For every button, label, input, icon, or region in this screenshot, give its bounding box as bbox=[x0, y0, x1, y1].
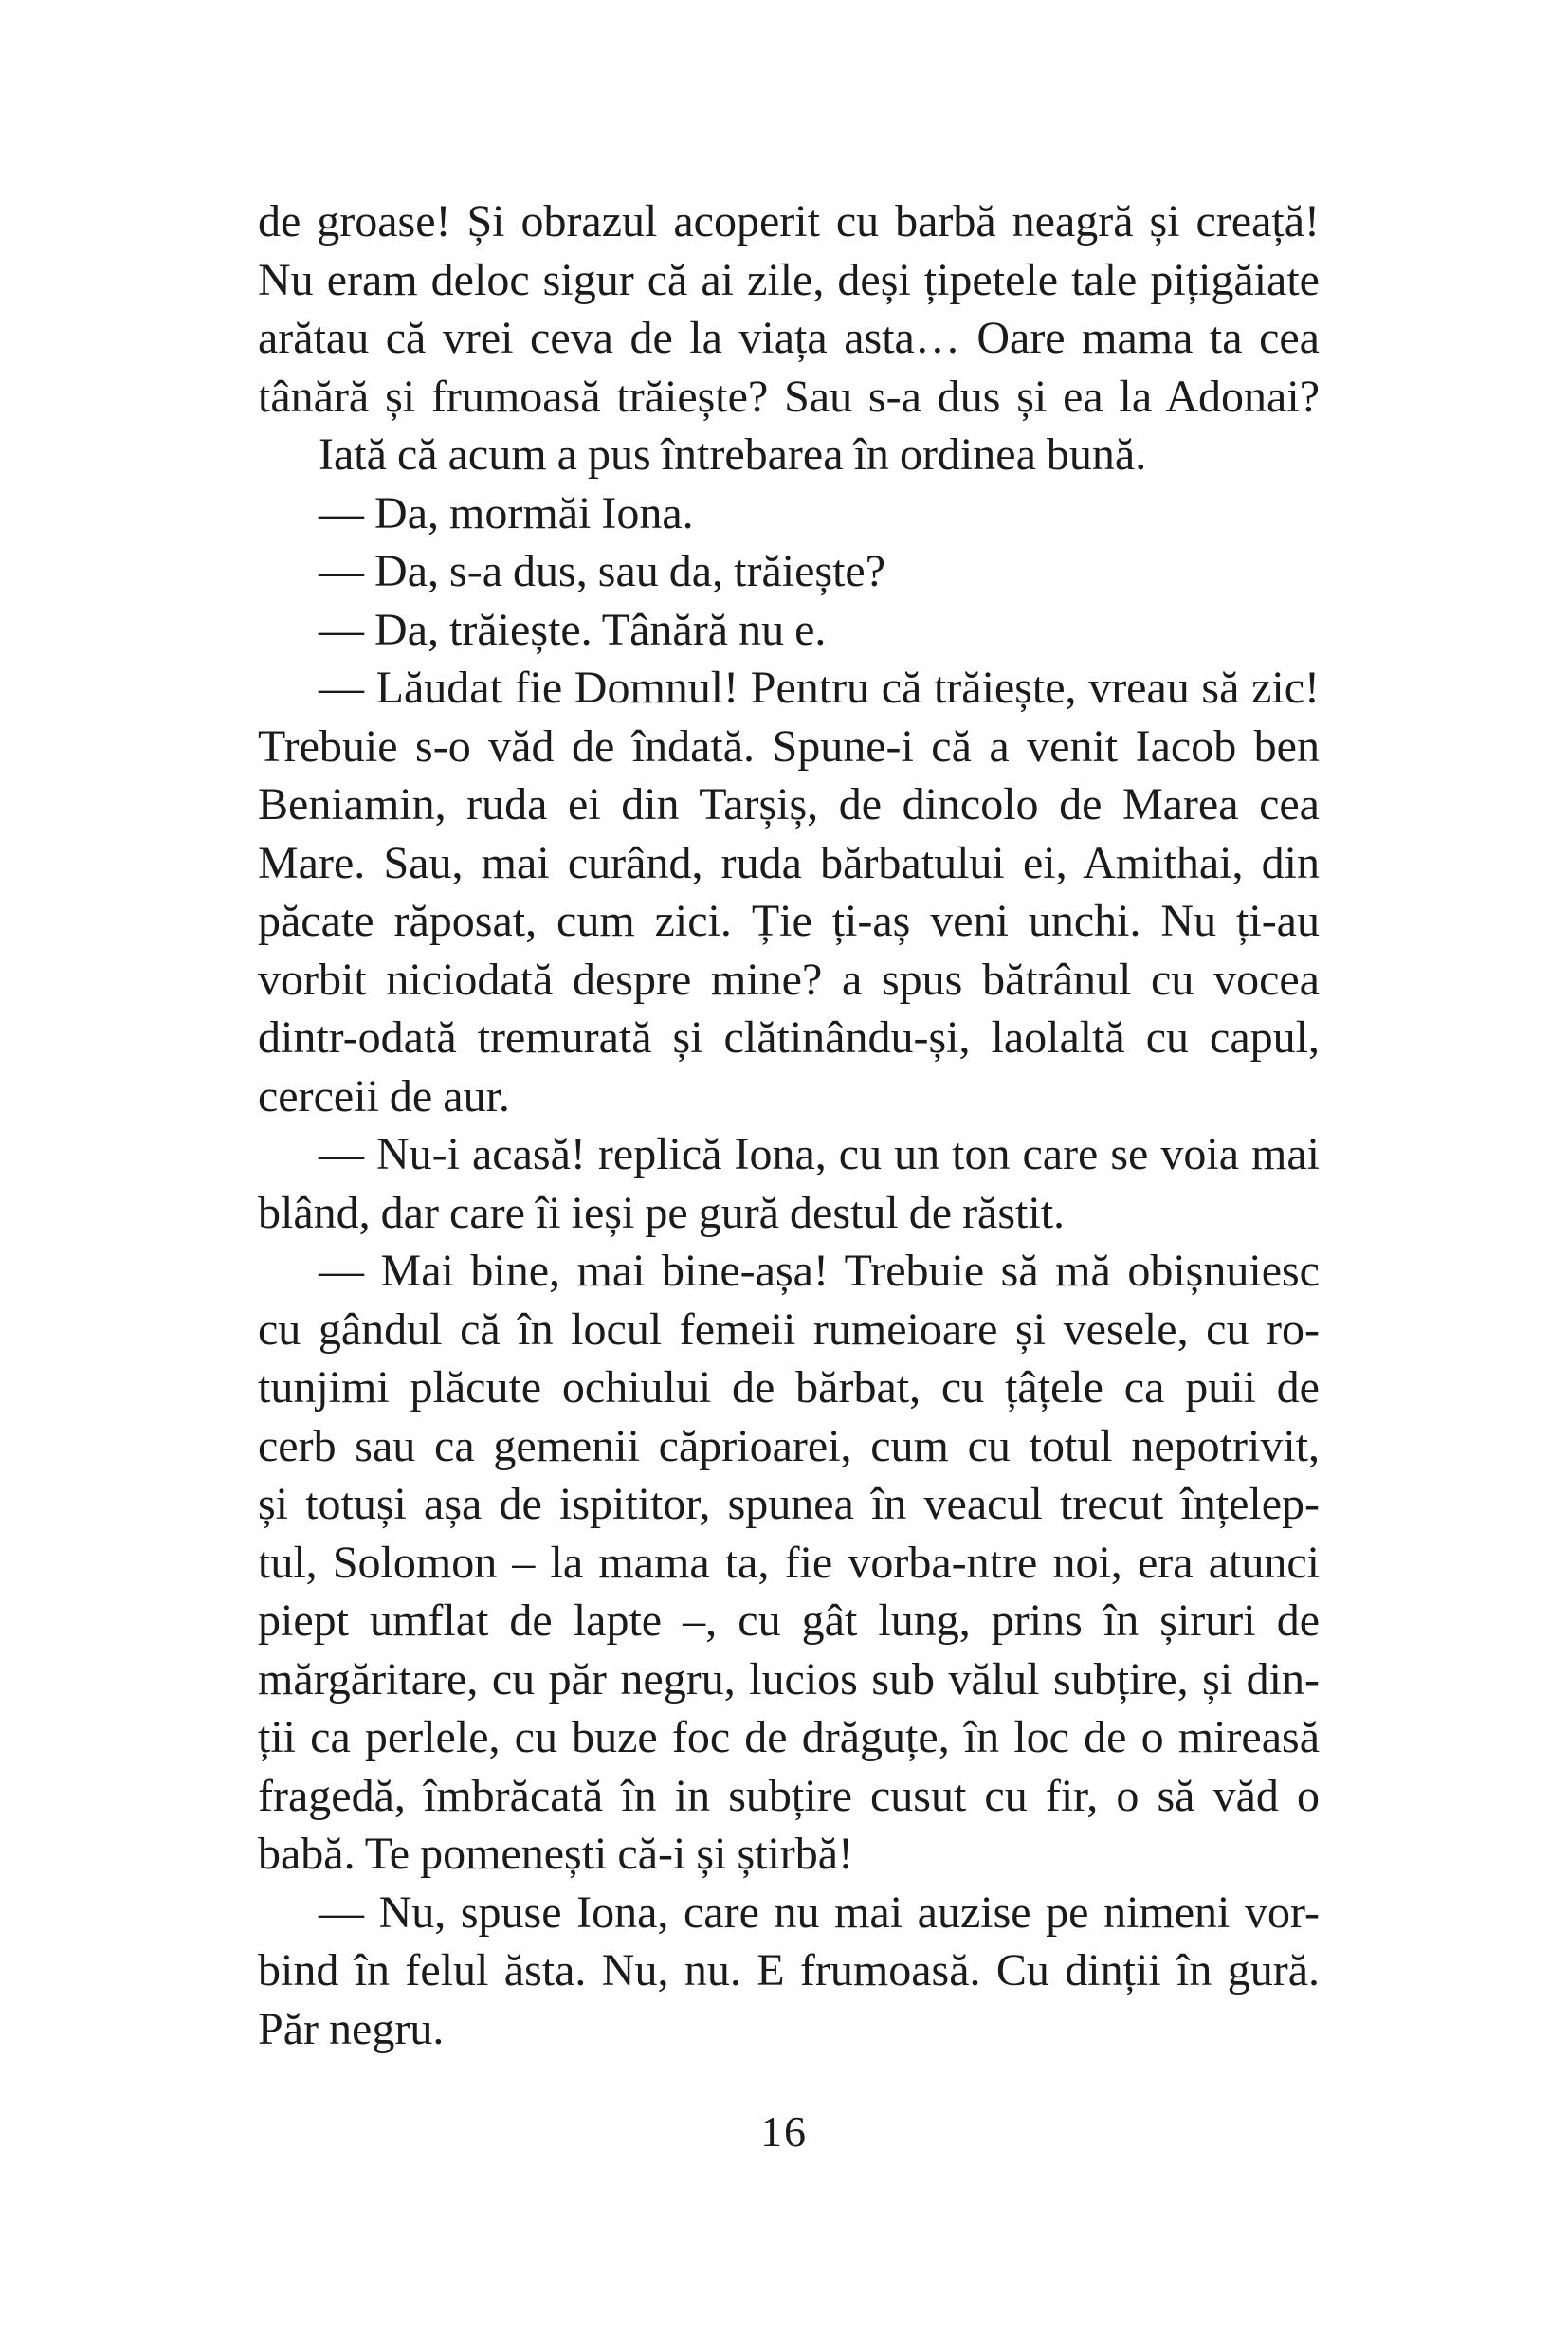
text-line: cerb sau ca gemenii căprioarei, cum cu totul nepotrivit, bbox=[258, 1420, 1320, 1471]
text-line: — Nu, spuse Iona, care nu mai auzise pe nimeni vor- bbox=[319, 1886, 1320, 1938]
text-line: piept umflat de lapte –, cu gât lung, prins în șiruri de bbox=[258, 1595, 1320, 1646]
text-line: cerceii de aur. bbox=[258, 1070, 510, 1121]
text-line: Beniamin, ruda ei din Tarșiș, de dincolo de Marea cea bbox=[258, 779, 1320, 829]
text-line: tânără și frumoasă trăiește? Sau s-a dus și ea la Adonai? bbox=[258, 371, 1320, 422]
text-line: — Da, trăiește. Tânără nu e. bbox=[319, 604, 827, 655]
text-line: — Da, s-a dus, sau da, trăiește? bbox=[319, 546, 886, 596]
text-line: Trebuie s-o văd de îndată. Spune-i că a venit Iacob ben bbox=[258, 720, 1320, 772]
page-number: 16 bbox=[760, 2107, 808, 2156]
text-line: arătau că vrei ceva de la viața asta… Oare mama ta cea bbox=[258, 313, 1320, 363]
text-line: Iată că acum a pus întrebarea în ordinea bună. bbox=[319, 429, 1147, 480]
text-line: ții ca perlele, cu buze foc de drăguțe, în loc de o mireasă bbox=[258, 1712, 1320, 1762]
text-line: — Da, mormăi Iona. bbox=[319, 487, 694, 538]
text-line: păcate răposat, cum zici. Ție ți-aș veni unchi. Nu ți-au bbox=[258, 896, 1320, 946]
text-block bbox=[258, 192, 1320, 2058]
text-line: Păr negru. bbox=[258, 2003, 445, 2054]
text-line: tul, Solomon – la mama ta, fie vorba-ntre noi, era atunci bbox=[258, 1537, 1320, 1588]
text-line: blând, dar care îi ieși pe gură destul de răstit. bbox=[258, 1187, 1066, 1238]
text-line: babă. Te pomenești că-i și știrbă! bbox=[258, 1829, 854, 1879]
text-line: tunjimi plăcute ochiului de bărbat, cu țâțele ca puii de bbox=[258, 1362, 1320, 1412]
text-line: mărgăritare, cu păr negru, lucios sub vălul subțire, și din- bbox=[258, 1653, 1320, 1704]
text-line: dintr-odată tremurată și clătinându-și, laolaltă cu capul, bbox=[258, 1012, 1320, 1063]
text-line: — Nu-i acasă! replică Iona, cu un ton care se voia mai bbox=[319, 1129, 1320, 1179]
text-line: și totuși așa de ispititor, spunea în veacul trecut înțelep- bbox=[258, 1479, 1320, 1529]
text-line: — Lăudat fie Domnul! Pentru că trăiește, vreau să zic! bbox=[319, 663, 1320, 713]
text-line: cu gândul că în locul femeii rumeioare și vesele, cu ro- bbox=[258, 1303, 1320, 1355]
text-line: Nu eram deloc sigur că ai zile, deși țipetele tale pițigăiate bbox=[258, 254, 1320, 305]
text-line: vorbit niciodată despre mine? a spus bătrânul cu vocea bbox=[258, 954, 1320, 1005]
text-line: fragedă, îmbrăcată în in subțire cusut cu fir, o să văd o bbox=[258, 1770, 1320, 1821]
text-line: — Mai bine, mai bine-așa! Trebuie să mă obișnuiesc bbox=[319, 1246, 1320, 1296]
text-line: de groase! Și obrazul acoperit cu barbă neagră și creață! bbox=[258, 196, 1320, 246]
text-line: bind în felul ăsta. Nu, nu. E frumoasă. Cu dinții în gură. bbox=[258, 1945, 1320, 1996]
text-line: Mare. Sau, mai curând, ruda bărbatului ei, Amithai, din bbox=[258, 837, 1320, 888]
